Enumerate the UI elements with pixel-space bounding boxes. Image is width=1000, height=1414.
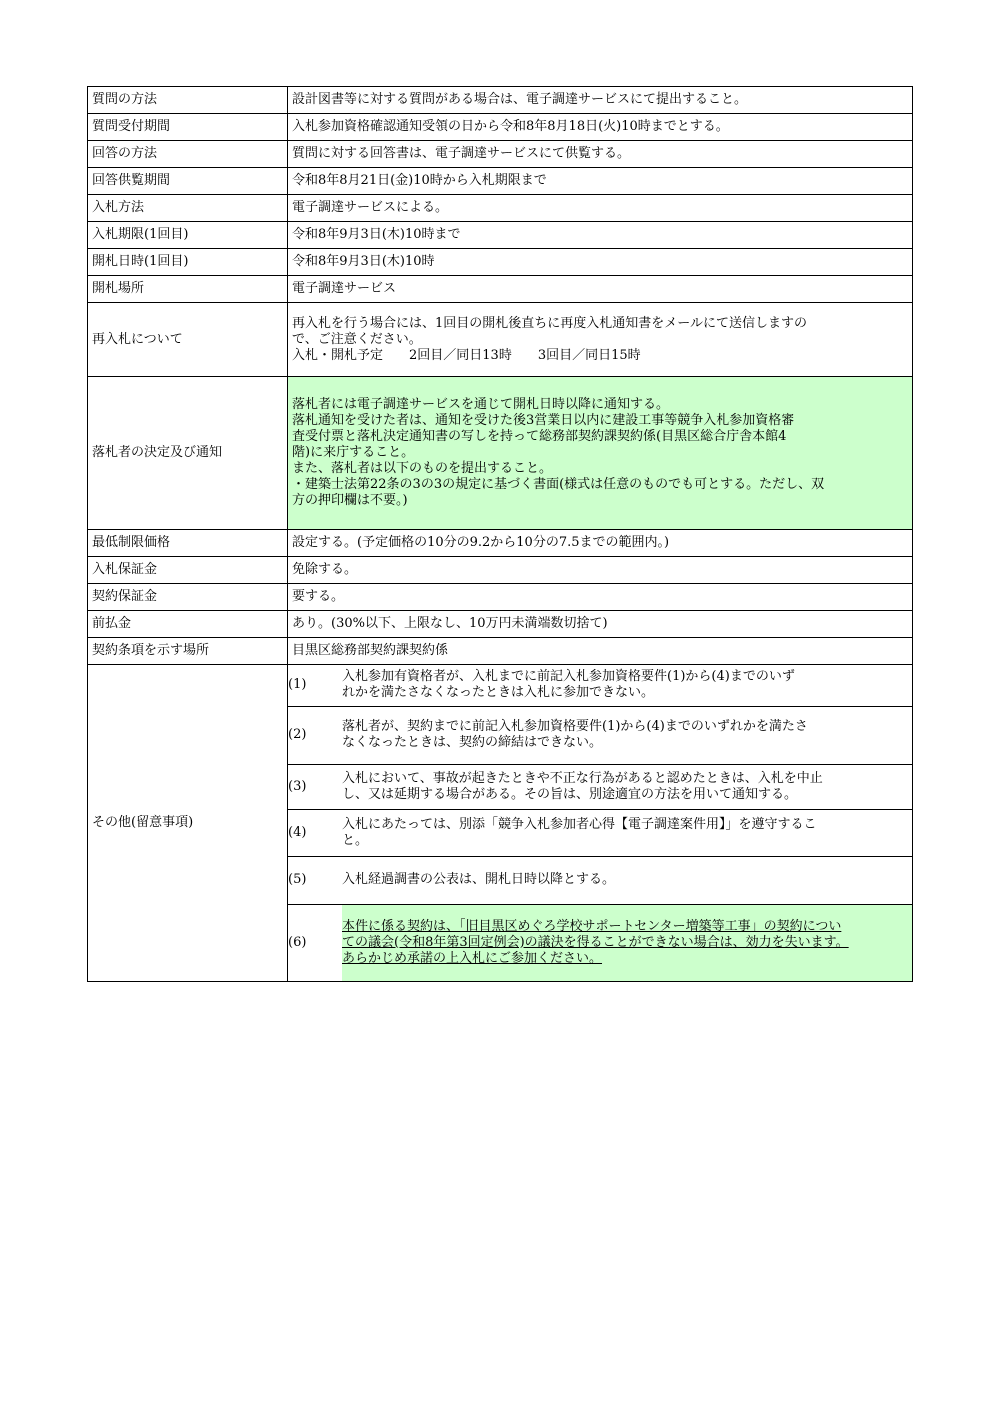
item-text: [342, 665, 912, 706]
other-items-table: [288, 665, 912, 981]
rebid-label: 再入札について: [88, 303, 288, 377]
list-item: [288, 706, 912, 764]
rebid-line: 入札・開札予定 2回目／同日13時 3回目／同日15時: [292, 347, 641, 363]
item-text: [342, 764, 912, 809]
item-line: あらかじめ承諾の上入札にご参加ください。: [342, 950, 603, 966]
item-number: (2): [288, 706, 342, 764]
item-line: 落札者が、契約までに前記入札参加資格要件(1)から(4)までのいずれかを満たさ: [342, 719, 808, 734]
table-row: [88, 557, 913, 584]
item-text: [342, 706, 912, 764]
item-number: (1): [288, 677, 307, 693]
table-row: [88, 638, 913, 665]
list-item: [288, 764, 912, 809]
other-label: その他(留意事項): [88, 665, 288, 982]
list-item: [288, 809, 912, 856]
item-line: なくなったときは、契約の締結はできない。: [342, 735, 603, 750]
row-label: 質問の方法: [88, 87, 288, 114]
item-line: 入札において、事故が起きたときや不正な行為があると認めたときは、入札を中止: [342, 770, 823, 786]
row-value: 設定する。(予定価格の10分の9.2から10分の7.5までの範囲内。): [288, 530, 913, 557]
row-value: 令和8年9月3日(木)10時: [288, 249, 913, 276]
list-item: [288, 904, 912, 981]
award-line: 落札通知を受けた者は、通知を受けた後3営業日以内に建設工事等競争入札参加資格審: [292, 413, 795, 428]
row-value: 設計図書等に対する質問がある場合は、電子調達サービスにて提出すること。: [288, 87, 913, 114]
row-value: 要する。: [288, 584, 913, 611]
row-label: 回答供覧期間: [88, 168, 288, 195]
list-item: [288, 665, 912, 706]
award-value: [288, 377, 913, 530]
row-value: 電子調達サービスによる。: [288, 195, 913, 222]
item-text: [342, 856, 912, 904]
row-value: 免除する。: [288, 557, 913, 584]
item-number: (5): [288, 856, 342, 904]
award-line: 方の押印欄は不要。): [292, 493, 408, 508]
item-line: ての議会(令和8年第3回定例会)の議決を得ることができない場合は、効力を失います。: [342, 934, 849, 950]
award-line: 落札者には電子調達サービスを通じて開札日時以降に通知する。: [292, 397, 670, 412]
table-row: [88, 584, 913, 611]
row-label: 開札場所: [88, 276, 288, 303]
table-row: [88, 141, 913, 168]
item-number: (6): [288, 904, 342, 981]
row-label: 入札保証金: [88, 557, 288, 584]
item-line: 入札経過調書の公表は、開札日時以降とする。: [342, 872, 616, 887]
row-label: 回答の方法: [88, 141, 288, 168]
row-value: 令和8年9月3日(木)10時まで: [288, 222, 913, 249]
item-line: 入札参加有資格者が、入札までに前記入札参加資格要件(1)から(4)までのいず: [342, 669, 795, 685]
item-line: し、又は延期する場合がある。その旨は、別途適宜の方法を用いて通知する。: [342, 786, 798, 802]
rebid-row: [88, 303, 913, 377]
other-row: [88, 665, 913, 982]
item-line: 入札にあたっては、別添「競争入札参加者心得【電子調達案件用】」を遵守するこ: [342, 816, 817, 832]
award-line: また、落札者は以下のものを提出すること。: [292, 461, 553, 476]
table-row: [88, 222, 913, 249]
table-row: [88, 249, 913, 276]
procurement-table: [87, 86, 913, 982]
rebid-value: [288, 303, 913, 377]
award-label: 落札者の決定及び通知: [88, 377, 288, 530]
row-label: 契約条項を示す場所: [88, 638, 288, 665]
table-row: [88, 530, 913, 557]
row-label: 最低制限価格: [88, 530, 288, 557]
table-row: [88, 114, 913, 141]
row-value: 目黒区総務部契約課契約係: [288, 638, 913, 665]
row-label: 契約保証金: [88, 584, 288, 611]
table-row: [88, 87, 913, 114]
row-value: 令和8年8月21日(金)10時から入札期限まで: [288, 168, 913, 195]
table-row: [88, 168, 913, 195]
rebid-line: で、ご注意ください。: [292, 331, 422, 347]
row-value: 入札参加資格確認通知受領の日から令和8年8月18日(火)10時までとする。: [288, 114, 913, 141]
other-items: [288, 665, 913, 982]
table-row: [88, 195, 913, 222]
list-item: [288, 856, 912, 904]
row-label: 入札期限(1回目): [88, 222, 288, 249]
award-row: [88, 377, 913, 530]
award-line: 査受付票と落札決定通知書の写しを持って総務部契約課契約係(目黒区総合庁舎本館4: [292, 429, 787, 444]
table-row: [88, 611, 913, 638]
item-line: 本件に係る契約は、「旧目黒区めぐろ学校サポートセンター増築等工事」の契約につい: [342, 918, 842, 934]
item-text: [342, 809, 912, 856]
item-number: (3): [288, 764, 342, 809]
table-row: [88, 276, 913, 303]
row-value: 電子調達サービス: [288, 276, 913, 303]
item-number: (4): [288, 809, 342, 856]
item-line: れかを満たさなくなったときは入札に参加できない。: [342, 685, 655, 701]
row-label: 質問受付期間: [88, 114, 288, 141]
rebid-line: 再入札を行う場合には、1回目の開札後直ちに再度入札通知書をメールにて送信しますの: [292, 315, 808, 331]
row-value: あり。(30%以下、上限なし、10万円未満端数切捨て): [288, 611, 913, 638]
item-line: と。: [342, 832, 369, 848]
award-line: 階)に来庁すること。: [292, 445, 415, 460]
row-label: 入札方法: [88, 195, 288, 222]
row-value: 質問に対する回答書は、電子調達サービスにて供覧する。: [288, 141, 913, 168]
item-text-highlighted: [342, 904, 912, 981]
award-line: ・建築士法第22条の3の3の規定に基づく書面(様式は任意のものでも可とする。ただし、双: [292, 477, 825, 492]
row-label: 前払金: [88, 611, 288, 638]
row-label: 開札日時(1回目): [88, 249, 288, 276]
